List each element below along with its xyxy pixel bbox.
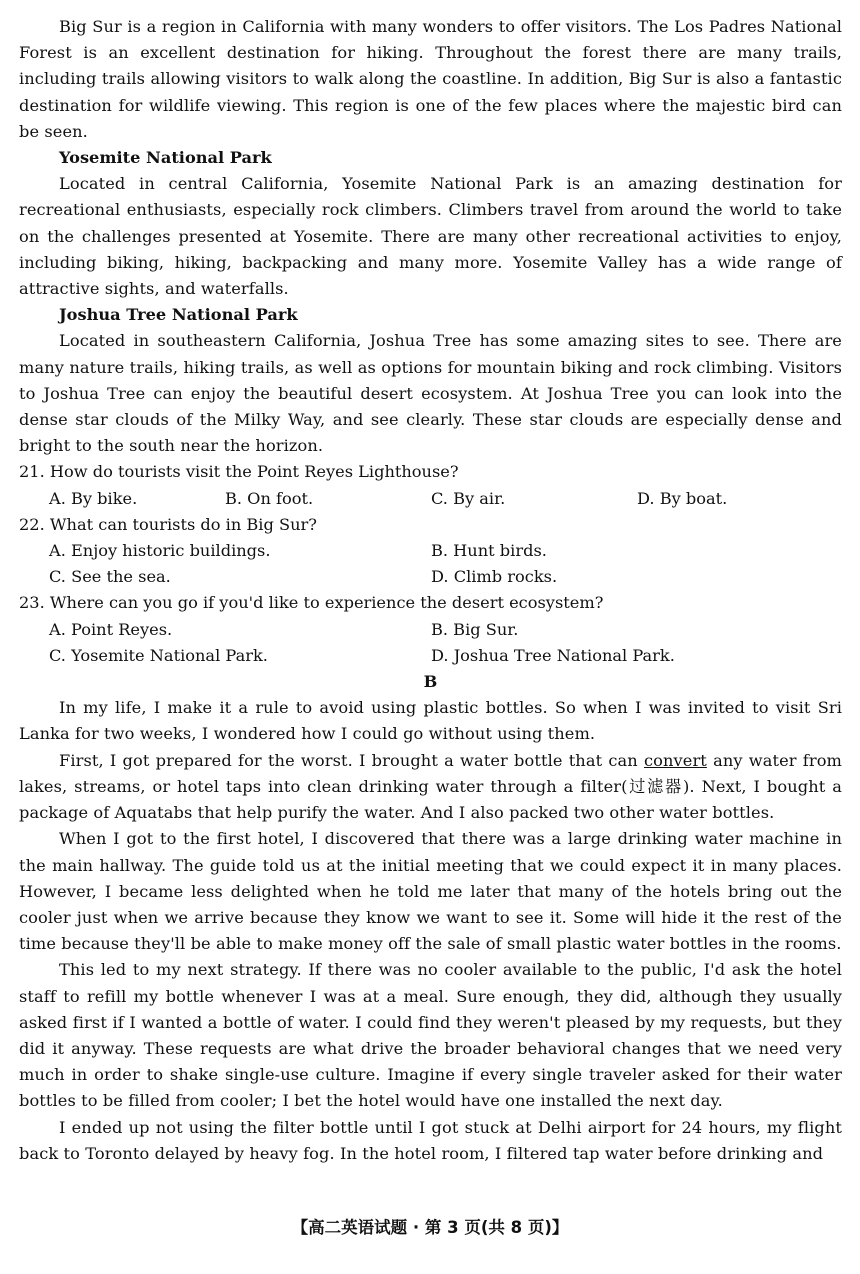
question-21-stem: 21. How do tourists visit the Point Reyes Lighthouse?: [19, 462, 459, 482]
page-content: [19, 14, 842, 1167]
paragraph-b-2-end: any water from lakes, streams, or hotel taps into clean drinking water through a filter(过滤器). Next, I bought a package of Aquatabs that help purify the water. And I also packed two other water bottles.: [19, 750, 842, 823]
option-b: B. Hunt birds.: [431, 541, 547, 561]
paragraph-b-2-start: First, I got prepared for the worst. I brought a water bottle that can: [59, 750, 644, 770]
underlined-word-convert: convert: [643, 750, 707, 770]
question-21-options: [19, 486, 842, 512]
paragraph-big-sur: Big Sur is a region in California with many wonders to offer visitors. The Los Padres National Forest is an excellent destination for hiking. Throughout the forest there are many trails, including trails allowing visitors to walk along the coastline. In addition, Big Sur is also a fantastic destination for wildlife viewing. This region is one of the few places where the majestic bird can be seen.: [19, 17, 842, 141]
section-label-b: B: [423, 672, 438, 692]
option-c: C. By air.: [431, 488, 506, 508]
option-d: D. Joshua Tree National Park.: [431, 645, 675, 665]
paragraph-b-1: In my life, I make it a rule to avoid using plastic bottles. So when I was invited to visit Sri Lanka for two weeks, I wondered how I could go without using them.: [19, 698, 842, 744]
question-22-stem: 22. What can tourists do in Big Sur?: [19, 514, 317, 534]
paragraph-b-3: When I got to the first hotel, I discovered that there was a large drinking water machine in the main hallway. The guide told us at the initial meeting that we could expect it in many places. However, I became less delighted when he told me later that many of the hotels bring out the cooler just when we arrive because they know we want to see it. Some will hide it the rest of the time because they'll be able to make money off the sale of small plastic water bottles in the rooms.: [19, 829, 842, 954]
question-22-options: [19, 538, 842, 590]
question-23-options: [19, 617, 842, 669]
paragraph-b-2: [19, 748, 842, 827]
option-d: D. Climb rocks.: [431, 567, 558, 587]
question-23-stem: 23. Where can you go if you'd like to experience the desert ecosystem?: [19, 593, 604, 613]
paragraph-b-4: This led to my next strategy. If there was no cooler available to the public, I'd ask the hotel staff to refill my bottle whenever I was at a meal. Sure enough, they did, although they usually asked first if I wanted a bottle of water. I could find they weren't pleased by my requests, but they did it anyway. These requests are what drive the broader behavioral changes that we need very much in order to shake single-use culture. Imagine if every single traveler asked for their water bottles to be filled from cooler; I bet the hotel would have one installed the next day.: [19, 960, 842, 1111]
option-a: A. By bike.: [49, 488, 138, 508]
heading-yosemite: Yosemite National Park: [59, 148, 272, 168]
option-d: D. By boat.: [637, 488, 728, 508]
heading-joshua-tree: Joshua Tree National Park: [59, 305, 298, 325]
option-b: B. Big Sur.: [431, 619, 519, 639]
option-c: C. See the sea.: [49, 567, 171, 587]
paragraph-yosemite: Located in central California, Yosemite National Park is an amazing destination for recreational enthusiasts, especially rock climbers. Climbers travel from around the world to take on the challenges presented at Yosemite. There are many other recreational activities to enjoy, including biking, hiking, backpacking and many more. Yosemite Valley has a wide range of attractive sights, and waterfalls.: [19, 174, 842, 299]
paragraph-b-5: I ended up not using the filter bottle until I got stuck at Delhi airport for 24 hours, my flight back to Toronto delayed by heavy fog. In the hotel room, I filtered tap water before drinking and: [19, 1117, 842, 1163]
page-footer: 【高二英语试题 · 第 3 页(共 8 页)】: [291, 1218, 569, 1237]
paragraph-joshua-tree: Located in southeastern California, Joshua Tree has some amazing sites to see. There are many nature trails, hiking trails, as well as options for mountain biking and rock climbing. Visitors to Joshua Tree can enjoy the beautiful desert ecosystem. At Joshua Tree you can look into the dense star clouds of the Milky Way, and see clearly. These star clouds are especially dense and bright to the south near the horizon.: [19, 331, 842, 456]
option-c: C. Yosemite National Park.: [49, 645, 268, 665]
option-b: B. On foot.: [225, 488, 314, 508]
option-a: A. Point Reyes.: [49, 619, 173, 639]
option-a: A. Enjoy historic buildings.: [49, 541, 271, 561]
